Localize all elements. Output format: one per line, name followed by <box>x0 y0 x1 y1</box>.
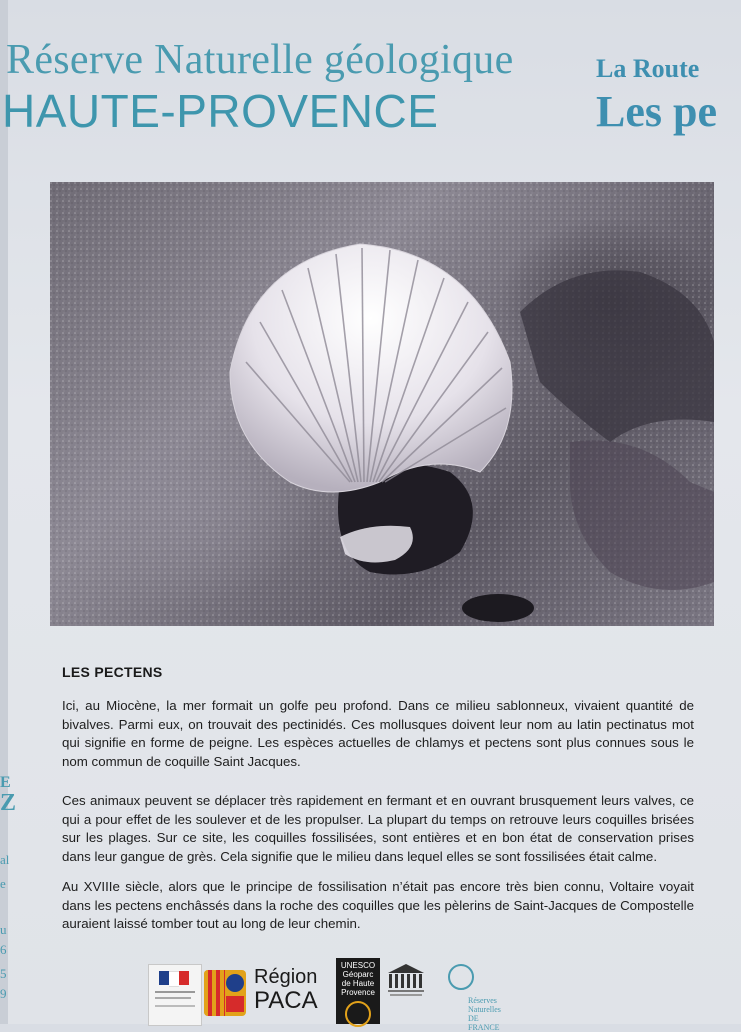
paca-label: PACA <box>254 987 318 1014</box>
article-paragraph: Ici, au Miocène, la mer formait un golfe peu profond. Dans ce milieu sablonneux, vivaient quantité de bivalves. Parmi eux, on trouvait des pectinidés. Ces mollusques doivent leur nom au latin pectinatus mot qui signifie en forme de peigne. Les espèces actuelles de chlamys et pectens sont plus connues sous le nom commun de coquille Saint Jacques. <box>62 698 694 769</box>
article-paragraph: Ces animaux peuvent se déplacer très rapidement en fermant et en ouvrant brusquement leurs valves, ce qui a pour effet de les soulever et de les propulser. La plupart du temps on retrouve leurs coquilles brisées sur les plages. Sur ce site, les coquilles fossilisées, sont entières et en bon état de conservation prises dans leur gangue de grès. Cela signifie que le milieu dans lequel elles se sont fossilisées était calme. <box>62 793 694 864</box>
partner-logos <box>148 958 518 1032</box>
side-letter: e <box>0 876 6 891</box>
temple-roof-icon <box>388 964 424 973</box>
reserves-line: Réserves <box>468 996 497 1005</box>
flag-red-stripe <box>179 971 189 985</box>
side-letter: u <box>0 922 7 937</box>
route-title-small: La Route <box>596 54 700 83</box>
unesco-temple-logo <box>386 964 426 1020</box>
reserves-naturelles-logo <box>434 964 504 1032</box>
unesco-line: Géoparc <box>342 970 374 979</box>
logo-text-line <box>155 991 195 993</box>
side-letter: 5 <box>0 966 7 981</box>
reserve-title: Réserve Naturelle géologique <box>6 37 514 83</box>
logo-text-line <box>155 1005 195 1007</box>
reserves-line: Naturelles <box>468 1005 501 1014</box>
logo-text-line <box>388 990 424 992</box>
paca-emblem <box>226 974 244 992</box>
unesco-geopark-logo <box>336 958 380 1024</box>
paca-stripes <box>204 970 225 1016</box>
flag-blue-stripe <box>159 971 169 985</box>
fossil-shell-image <box>50 182 714 626</box>
side-letter: E <box>0 774 11 791</box>
logo-text-line <box>390 994 422 996</box>
ammonite-icon <box>345 1001 371 1027</box>
reserves-line: DE FRANCE <box>468 1014 500 1032</box>
article-paragraph: Au XVIIIe siècle, alors que le principe de fossilisation n’était pas encore très bien connu, Voltaire voyait dans les pectens enchâssés dans la roche des coquilles que les pèlerins de Saint-Jacques de Compostelle auraient laissé tomber tout au long de leur chemin. <box>62 879 694 931</box>
paca-shield-logo <box>204 970 246 1016</box>
paca-emblem-lower <box>226 996 244 1012</box>
flag-white-stripe <box>169 971 179 987</box>
side-letter: 9 <box>0 986 7 1001</box>
side-letter: Z <box>0 790 17 816</box>
ministry-logo <box>148 964 202 1026</box>
route-title-big: Les pe <box>596 87 717 136</box>
side-letter: al <box>0 852 10 867</box>
unesco-line: UNESCO <box>340 961 376 970</box>
region-paca-wordmark <box>254 966 318 1014</box>
temple-columns-icon <box>389 974 423 988</box>
panel-left-edge <box>0 0 8 1024</box>
reserve-subtitle: HAUTE-PROVENCE <box>2 85 439 137</box>
unesco-line: de Haute <box>341 979 375 988</box>
unesco-line: Provence <box>341 988 375 997</box>
globe-icon <box>448 964 474 990</box>
fossil-photo <box>50 182 714 626</box>
article-title: LES PECTENS <box>62 664 163 680</box>
logo-text-line <box>155 997 191 999</box>
region-label: Région <box>254 966 318 988</box>
side-letter: 6 <box>0 942 7 957</box>
